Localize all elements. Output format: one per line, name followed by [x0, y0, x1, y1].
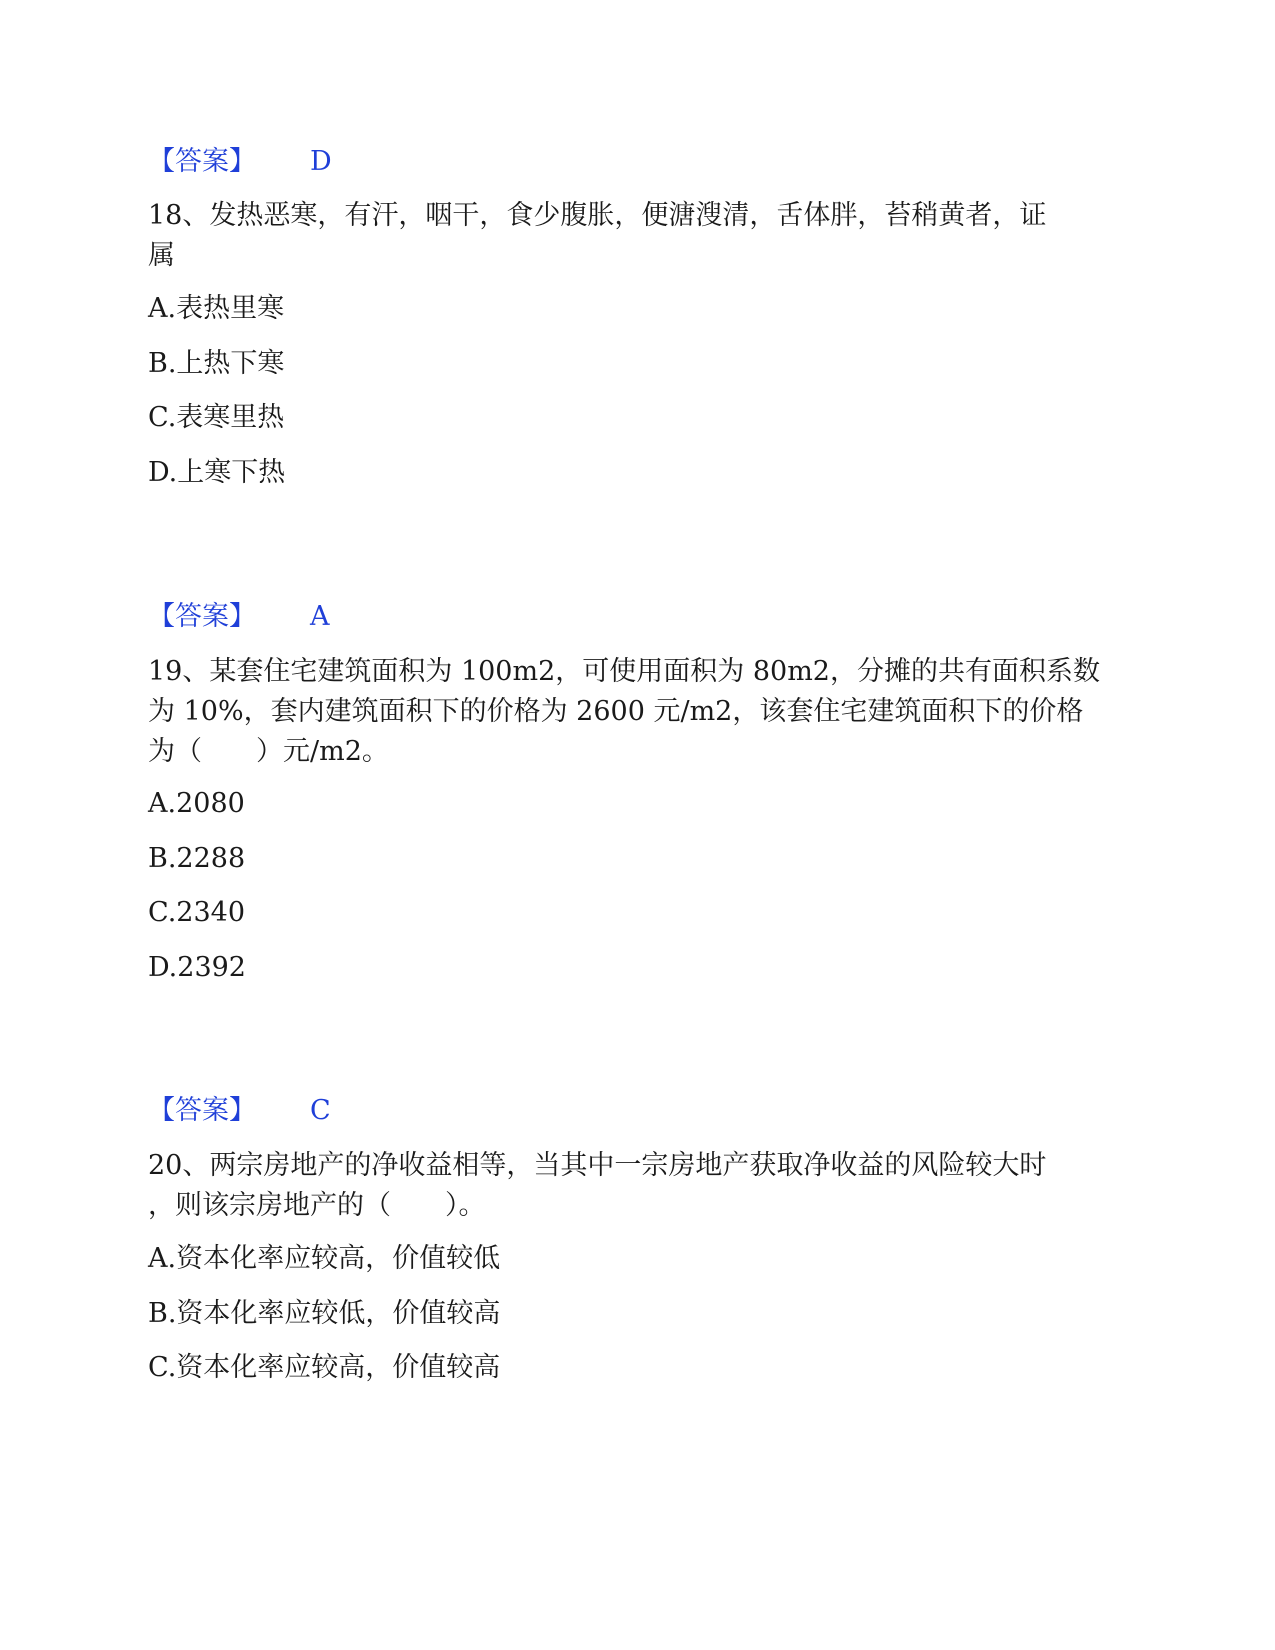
answer-line — [148, 142, 1128, 182]
option-d: D.上寒下热 — [148, 457, 286, 488]
option-c: C.资本化率应较高，价值较高 — [148, 1352, 501, 1383]
question-20 — [148, 1146, 1128, 1226]
question-text-line: 18、发热恶寒，有汗，咽干，食少腹胀，便溏溲清，舌体胖，苔稍黄者，证 — [148, 200, 1047, 231]
answer-line — [148, 597, 1128, 637]
option-c: C.表寒里热 — [148, 402, 285, 433]
option-a: A.资本化率应较高，价值较低 — [148, 1243, 501, 1274]
question-18 — [148, 196, 1128, 276]
option-b: B.资本化率应较低，价值较高 — [148, 1298, 501, 1329]
option-a: A.表热里寒 — [148, 293, 285, 324]
question-text-line: 20、两宗房地产的净收益相等，当其中一宗房地产获取净收益的风险较大时 — [148, 1150, 1047, 1181]
option-d: D.2392 — [148, 952, 246, 983]
answer-label: 【答案】 — [148, 146, 256, 177]
question-text-line: 19、某套住宅建筑面积为 100m2，可使用面积为 80m2，分摊的共有面积系数 — [148, 656, 1100, 687]
question-text-line: 属 — [148, 240, 175, 271]
option-a: A.2080 — [148, 788, 245, 819]
question-19 — [148, 652, 1128, 772]
option-b: B.2288 — [148, 843, 246, 874]
question-text-line: 为 10%，套内建筑面积下的价格为 2600 元/m2，该套住宅建筑面积下的价格 — [148, 696, 1084, 727]
answer-value: D — [310, 146, 332, 177]
answer-value: C — [310, 1095, 331, 1126]
option-b: B.上热下寒 — [148, 348, 285, 379]
answer-line — [148, 1091, 1128, 1131]
answer-label: 【答案】 — [148, 1095, 256, 1126]
option-c: C.2340 — [148, 897, 245, 928]
question-text-line: 为（ ）元/m2。 — [148, 736, 389, 767]
question-text-line: ，则该宗房地产的（ ）。 — [148, 1190, 486, 1221]
answer-label: 【答案】 — [148, 601, 256, 632]
answer-value: A — [310, 601, 330, 632]
